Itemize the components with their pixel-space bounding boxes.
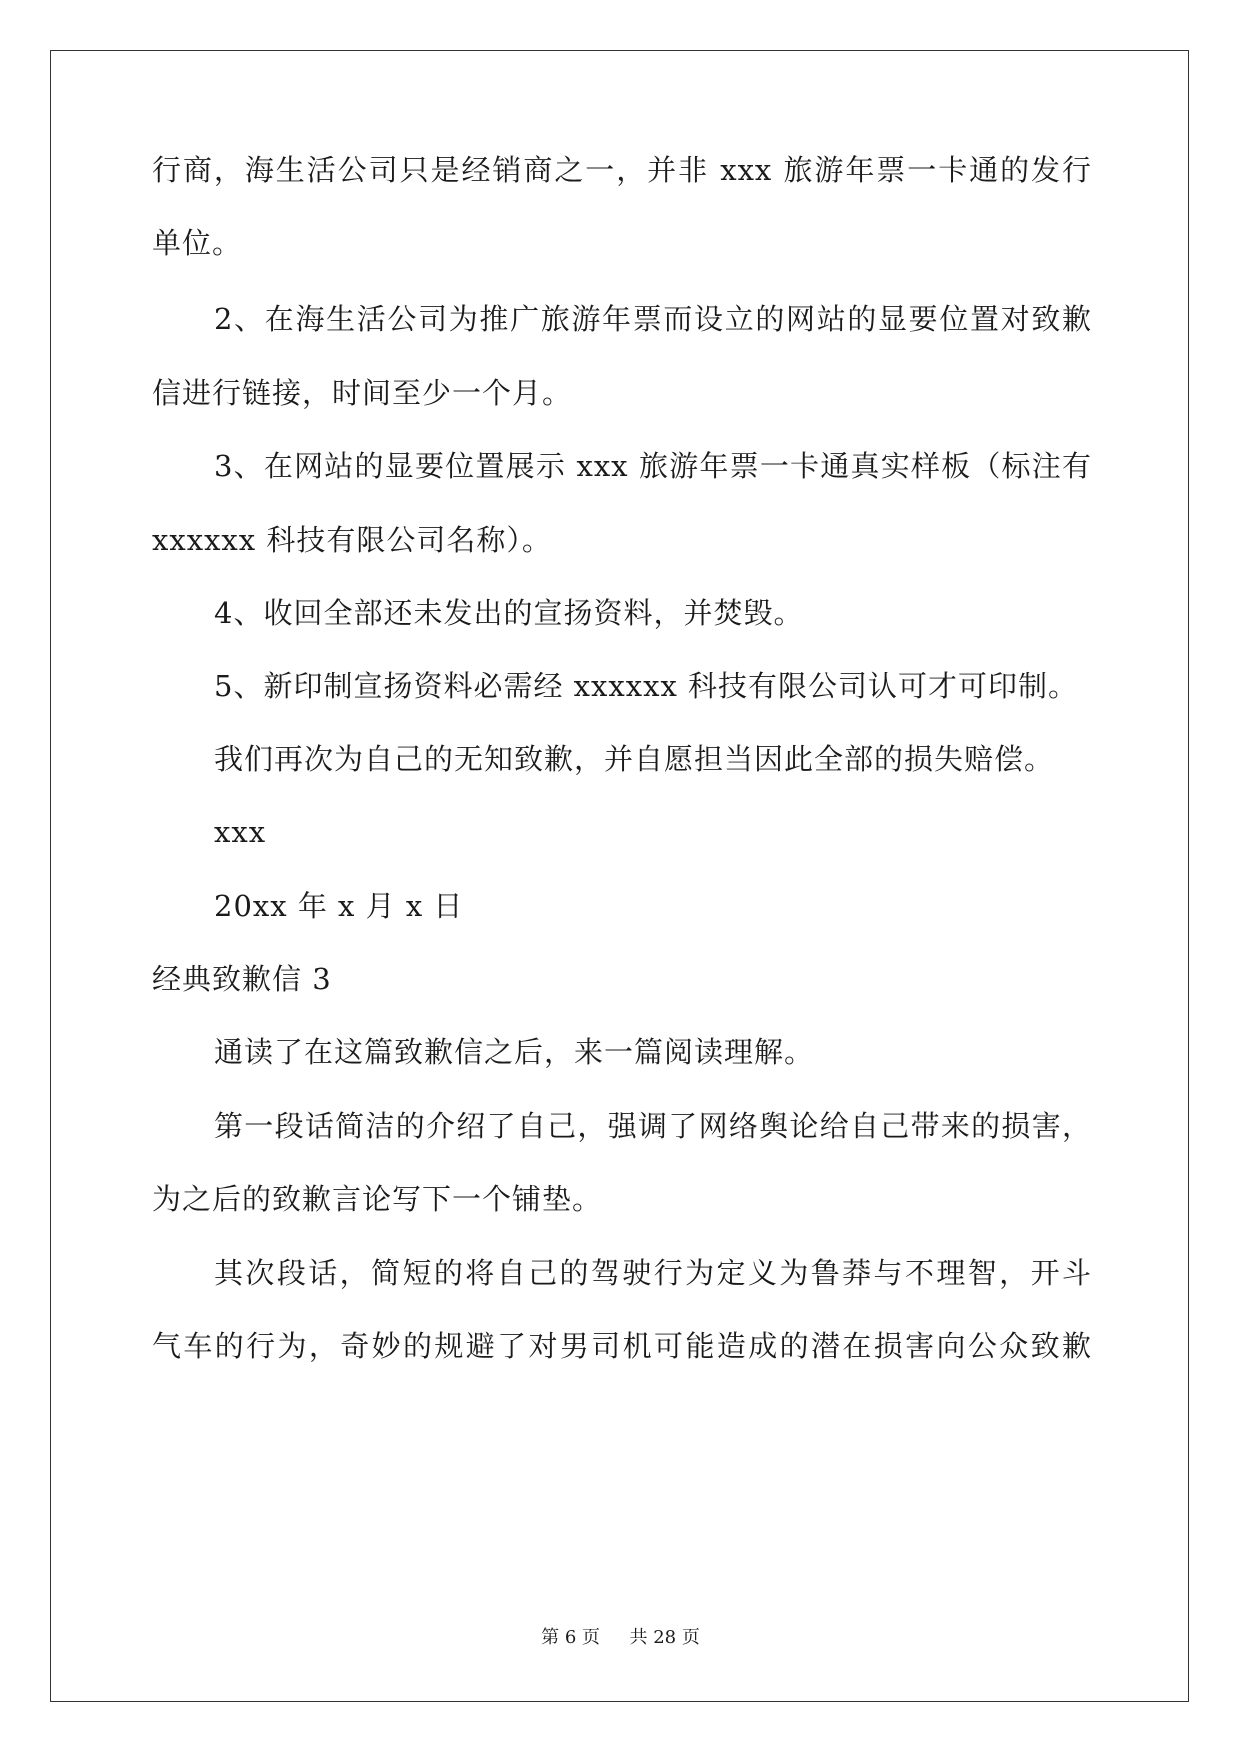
text-line: 行商，海生活公司只是经销商之一，并非 xxx 旅游年票一卡通的发行 bbox=[152, 153, 1092, 187]
signature-date: 20xx 年 x 月 x 日 bbox=[214, 889, 464, 923]
text-line: 4、收回全部还未发出的宣扬资料，并焚毁。 bbox=[214, 596, 804, 630]
text-line: 我们再次为自己的无知致歉，并自愿担当因此全部的损失赔偿。 bbox=[214, 742, 1055, 776]
current-page-label: 第 6 页 bbox=[541, 1627, 601, 1648]
signature-name: xxx bbox=[214, 815, 267, 849]
text-line: xxxxxx 科技有限公司名称）。 bbox=[152, 523, 552, 557]
text-line: 为之后的致歉言论写下一个铺垫。 bbox=[152, 1182, 603, 1216]
text-line: 3、在网站的显要位置展示 xxx 旅游年票一卡通真实样板（标注有 bbox=[214, 449, 1092, 483]
text-line: 2、在海生活公司为推广旅游年票而设立的网站的显要位置对致歉 bbox=[214, 302, 1092, 336]
page-footer bbox=[0, 1627, 1241, 1649]
total-pages-label: 共 28 页 bbox=[629, 1627, 700, 1648]
text-line: 单位。 bbox=[152, 226, 243, 260]
text-line: 气车的行为，奇妙的规避了对男司机可能造成的潜在损害向公众致歉 bbox=[152, 1329, 1092, 1363]
text-line: 其次段话，简短的将自己的驾驶行为定义为鲁莽与不理智，开斗 bbox=[214, 1256, 1092, 1290]
page-border bbox=[50, 50, 1189, 1702]
section-heading: 经典致歉信 3 bbox=[152, 962, 332, 996]
text-line: 通读了在这篇致歉信之后，来一篇阅读理解。 bbox=[214, 1035, 815, 1069]
text-line: 信进行链接，时间至少一个月。 bbox=[152, 376, 573, 410]
text-line: 5、新印制宣扬资料必需经 xxxxxx 科技有限公司认可才可印制。 bbox=[214, 669, 1079, 703]
text-line: 第一段话简洁的介绍了自己，强调了网络舆论给自己带来的损害， bbox=[214, 1109, 1092, 1143]
